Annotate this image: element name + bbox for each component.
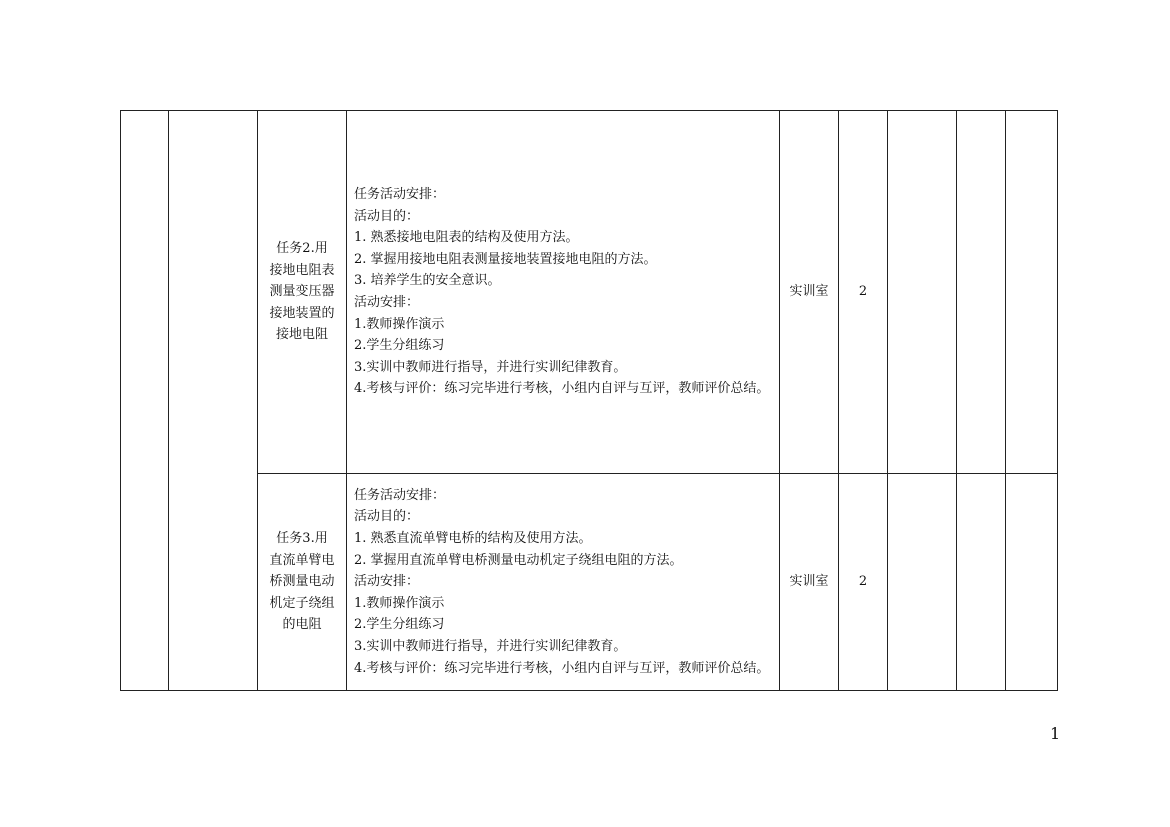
empty-cell: [1006, 474, 1058, 691]
content-line: 3.实训中教师进行指导，并进行实训纪律教育。: [354, 359, 627, 375]
task-name-line: 直流单臂电: [269, 552, 335, 568]
task-name-line: 的电阻: [282, 617, 322, 633]
hours-cell: 2: [839, 474, 888, 691]
hours-cell: 2: [839, 111, 888, 474]
task-name-line: 接地电阻: [275, 327, 328, 343]
empty-cell: [888, 111, 957, 474]
content-line: 活动安排：: [354, 574, 420, 590]
content-line: 活动目的：: [354, 509, 420, 525]
task-name-cell: [258, 474, 347, 691]
task-content-cell: [347, 474, 780, 691]
content-line: 4.考核与评价：练习完毕进行考核，小组内自评与互评，教师评价总结。: [354, 381, 770, 397]
content-line: 2. 掌握用接地电阻表测量接地装置接地电阻的方法。: [354, 251, 657, 267]
content-line: 1. 熟悉直流单臂电桥的结构及使用方法。: [354, 531, 592, 547]
task-content-cell: [347, 111, 780, 474]
table-row: [121, 111, 1058, 474]
content-line: 2.学生分组练习: [354, 338, 445, 354]
content-line: 3. 培养学生的安全意识。: [354, 273, 501, 289]
empty-cell: [888, 474, 957, 691]
teaching-plan-table: [120, 110, 1058, 691]
content-line: 任务活动安排：: [354, 187, 446, 203]
task-name-line: 测量变压器: [269, 284, 335, 300]
content-line: 4.考核与评价：练习完毕进行考核，小组内自评与互评，教师评价总结。: [354, 660, 770, 676]
content-line: 3.实训中教师进行指导，并进行实训纪律教育。: [354, 638, 627, 654]
empty-cell: [957, 474, 1006, 691]
empty-cell: [957, 111, 1006, 474]
location-cell: 实训室: [780, 111, 839, 474]
task-name-line: 任务2.用: [276, 241, 328, 257]
task-name-line: 任务3.用: [276, 531, 328, 547]
content-line: 1.教师操作演示: [354, 316, 445, 332]
content-line: 任务活动安排：: [354, 487, 446, 503]
task-name-line: 桥测量电动: [269, 574, 335, 590]
content-line: 1. 熟悉接地电阻表的结构及使用方法。: [354, 230, 579, 246]
content-line: 活动安排：: [354, 295, 420, 310]
content-line: 2. 掌握用直流单臂电桥测量电动机定子绕组电阻的方法。: [354, 552, 683, 568]
content-line: 活动目的：: [354, 208, 420, 224]
content-line: 1.教师操作演示: [354, 595, 445, 611]
empty-cell: [1006, 111, 1058, 474]
content-line: 2.学生分组练习: [354, 617, 445, 633]
task-name-line: 机定子绕组: [269, 595, 335, 611]
unit-number-cell: [121, 111, 169, 691]
task-name-cell: [258, 111, 347, 474]
unit-name-cell: [169, 111, 258, 691]
table-row: [121, 474, 1058, 691]
location-cell: 实训室: [780, 474, 839, 691]
task-name-line: 接地电阻表: [269, 262, 335, 278]
task-name-line: 接地装置的: [269, 305, 335, 321]
page-number: 1: [1050, 724, 1061, 743]
